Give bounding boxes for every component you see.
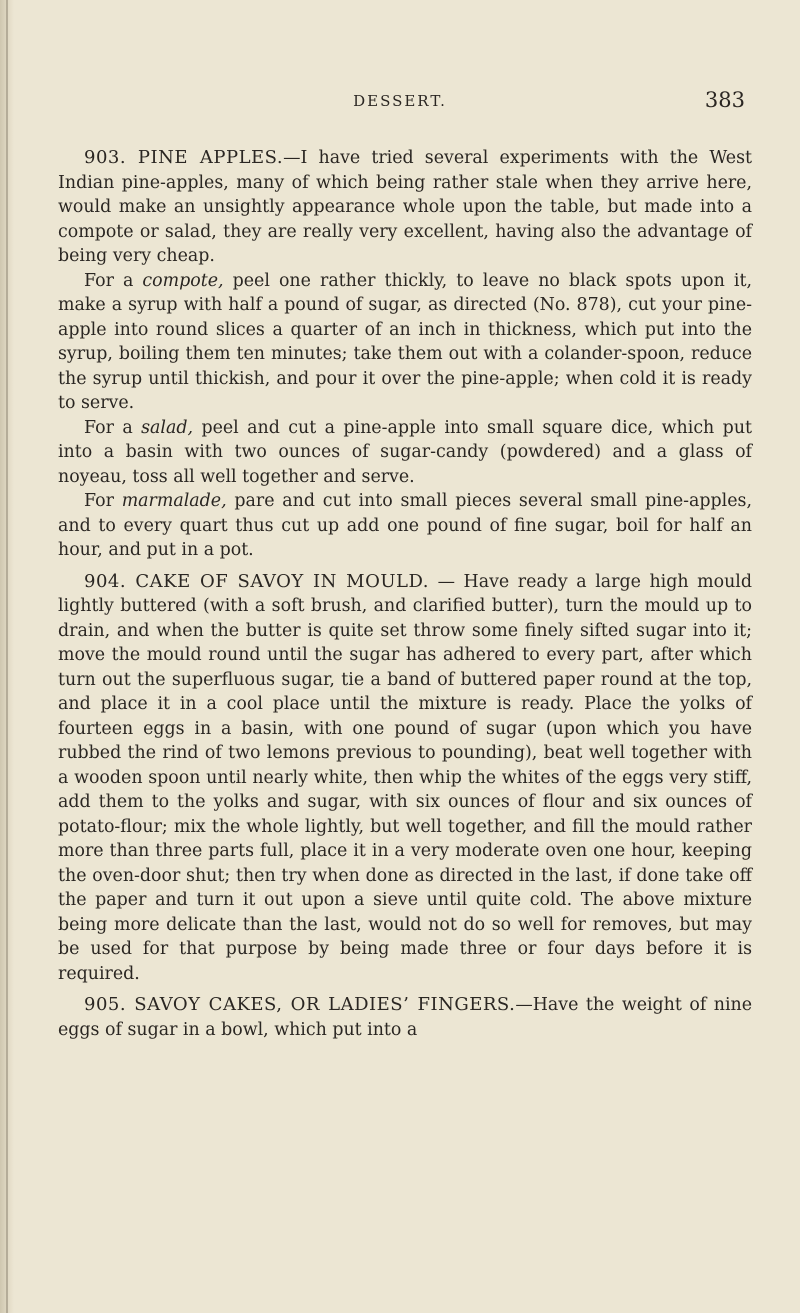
page-number: 383	[704, 88, 745, 112]
page-body	[58, 146, 752, 1042]
recipe-903-italic-4: marmalade,	[121, 491, 227, 511]
recipe-905-text-1: —Have the weight of nine eggs of sugar in a bowl, which put into a	[58, 995, 753, 1040]
running-title: DESSERT.	[353, 92, 447, 110]
recipe-903-para-1	[58, 146, 752, 269]
recipe-905-para-1	[58, 993, 752, 1042]
recipe-903-italic-2: compote,	[142, 270, 224, 291]
recipe-903-lead-4: For	[84, 491, 122, 511]
recipe-904-text-1: — Have ready a large high mould lightly buttered (with a soft brush, and clarified butter), turn the mould up to drain, and when the butter is quite set throw some finely sifted sugar into it; move the mould round until the sugar has adhered to every part, after which turn out the superfluous sugar, tie a band of buttered paper round at the top, and place it in a cool place until the mixture is ready. Place the yolks of fourteen eggs in a basin, with one pound of sugar (upon which you have rubbed the rind of two lemons previous to pounding), beat well together with a wooden spoon until nearly white, then whip the whites of the eggs very stiff, add them to the yolks and sugar, with six ounces of flour and six ounces of potato-flour; mix the whole lightly, but well together, and fill the mould rather more than three parts full, place it in a very moderate oven one hour, keeping the oven-door shut; then try when done as directed in the last, if done take off the paper and turn it out upon a sieve until quite cold. The above mixture being more delicate than the last, would not do so well for removes, but may be used for that purpose by being made three or four days before it is required.	[58, 571, 752, 984]
recipe-903-lead-3: For a	[84, 417, 142, 438]
running-header	[0, 88, 800, 116]
recipe-903-para-3	[58, 416, 752, 490]
binding-edge	[6, 0, 8, 1313]
recipe-903-italic-3: salad,	[141, 417, 194, 438]
recipe-903-heading: 903. PINE APPLES.	[84, 147, 284, 168]
recipe-903-para-2	[58, 269, 752, 416]
recipe-903-lead-2: For a	[84, 270, 143, 291]
recipe-904-para-1	[58, 570, 752, 987]
recipe-905-heading: 905. SAVOY CAKES, OR LADIES’ FINGERS.	[84, 994, 516, 1015]
recipe-903-text-3: peel and cut a pine-apple into small square dice, which put into a basin with two ounces of sugar-candy (powdered) and a glass of noyeau, toss all well together and serve.	[58, 417, 753, 487]
recipe-903-para-4	[58, 489, 752, 563]
recipe-903-text-2: peel one rather thickly, to leave no black spots upon it, make a syrup with half a pound of sugar, as directed (No. 878), cut your pine-apple into round slices a quarter of an inch in thickness, which put into the syrup, boiling them ten minutes; take them out with a colander-spoon, reduce the syrup until thickish, and pour it over the pine-apple; when cold it is ready to serve.	[58, 270, 753, 413]
recipe-904-heading: 904. CAKE OF SAVOY IN MOULD.	[84, 570, 429, 592]
recipe-903-text-4: pare and cut into small pieces several small pine-apples, and to every quart thus cut up add one pound of fine sugar, boil for half an hour, and put in a pot.	[58, 491, 752, 560]
recipe-903-text-1: —I have tried several experiments with the West Indian pine-apples, many of which being rather stale when they arrive here, would make an unsightly appearance whole upon the table, but made into a compote or salad, they are really very excellent, having also the advantage of being very cheap.	[58, 148, 753, 266]
